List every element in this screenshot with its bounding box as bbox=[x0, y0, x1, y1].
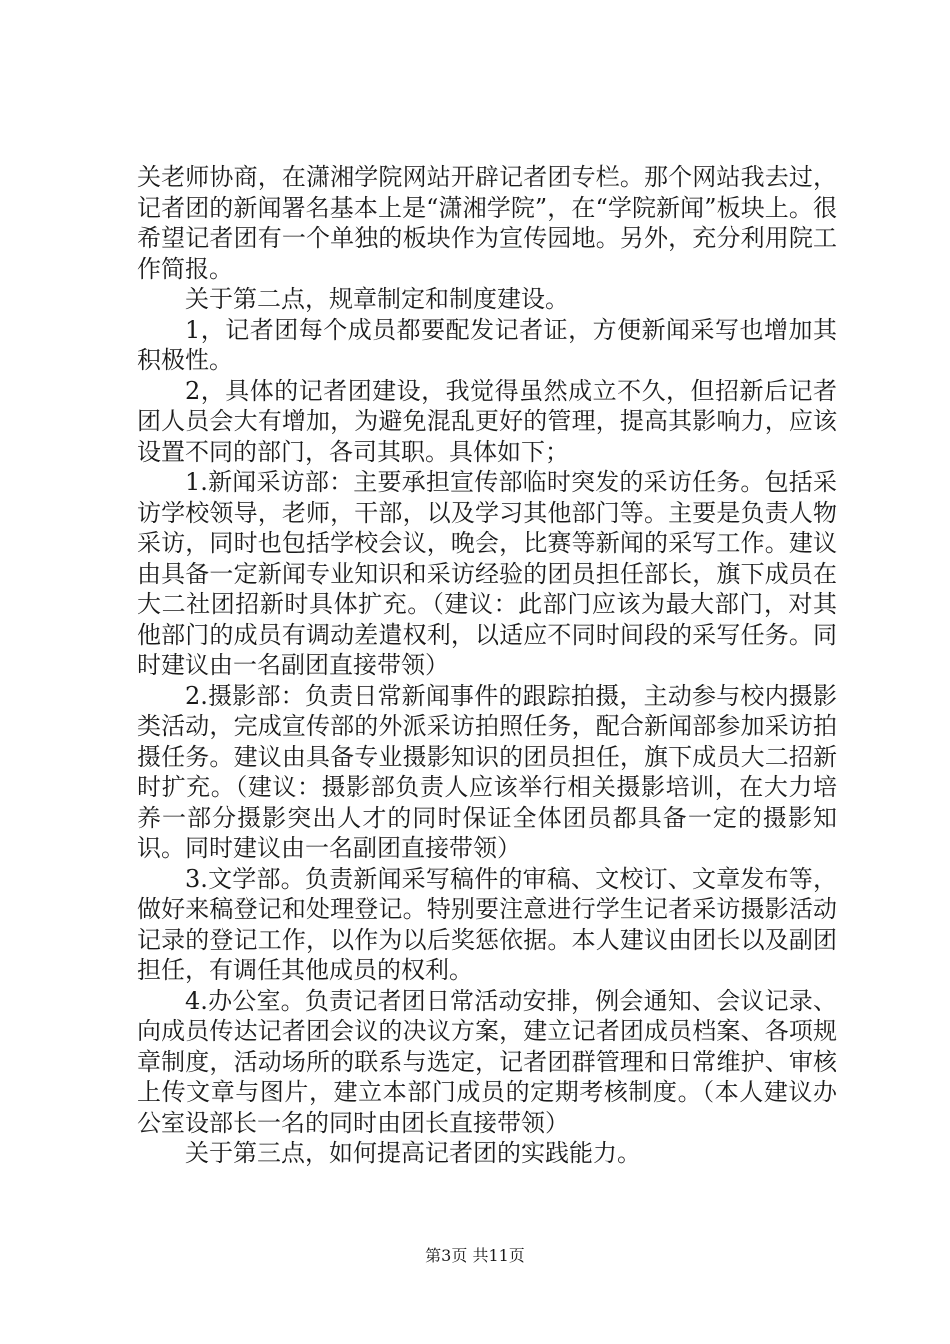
paragraph-literature-department: 3.文学部。负责新闻采写稿件的审稿、文校订、文章发布等，做好来稿登记和处理登记。特别要注意进行学生记者采访摄影活动记录的登记工作，以作为以后奖惩依据。本人建议由团长以及副团担任，有调任其他成员的权利。 bbox=[137, 864, 837, 984]
paragraph-news-department: 1.新闻采访部：主要承担宣传部临时突发的采访任务。包括采访学校领导，老师，干部，以及学习其他部门等。主要是负责人物采访，同时也包括学校会议，晚会，比赛等新闻的采写工作。建议由具备一定新闻专业知识和采访经验的团员担任部长，旗下成员在大二社团招新时具体扩充。（建议：此部门应该为最大部门，对其他部门的成员有调动差遣权利，以适应不同时间段的采写任务。同时建议由一名副团直接带领） bbox=[137, 468, 837, 679]
paragraph-office: 4.办公室。负责记者团日常活动安排，例会通知、会议记录、向成员传达记者团会议的决议方案，建立记者团成员档案、各项规章制度，活动场所的联系与选定，记者团群管理和日常维护、审核上传文章与图片，建立本部门成员的定期考核制度。（本人建议办公室设部长一名的同时由团长直接带领） bbox=[137, 986, 837, 1137]
paragraph-item-1: 1，记者团每个成员都要配发记者证，方便新闻采写也增加其积极性。 bbox=[137, 315, 837, 374]
paragraph-photo-department: 2.摄影部：负责日常新闻事件的跟踪拍摄，主动参与校内摄影类活动，完成宣传部的外派采访拍照任务，配合新闻部参加采访拍摄任务。建议由具备专业摄影知识的团员担任，旗下成员大二招新时扩充。（建议：摄影部负责人应该举行相关摄影培训，在大力培养一部分摄影突出人才的同时保证全体团员都具备一定的摄影知识。同时建议由一名副团直接带领） bbox=[137, 681, 837, 862]
paragraph-point-two-heading: 关于第二点，规章制定和制度建设。 bbox=[185, 285, 569, 313]
page-number-footer: 第3页 共11页 bbox=[425, 1246, 525, 1265]
paragraph-point-three-heading: 关于第三点，如何提高记者团的实践能力。 bbox=[185, 1139, 641, 1167]
body-text bbox=[137, 162, 837, 1169]
paragraph-continuation: 关老师协商，在潇湘学院网站开辟记者团专栏。那个网站我去过，记者团的新闻署名基本上是“潇湘学院”，在“学院新闻”板块上。很希望记者团有一个单独的板块作为宣传园地。另外，充分利用院工作简报。 bbox=[137, 163, 837, 283]
paragraph-item-2: 2，具体的记者团建设，我觉得虽然成立不久，但招新后记者团人员会大有增加，为避免混乱更好的管理，提高其影响力，应该设置不同的部门，各司其职。具体如下； bbox=[137, 376, 837, 466]
